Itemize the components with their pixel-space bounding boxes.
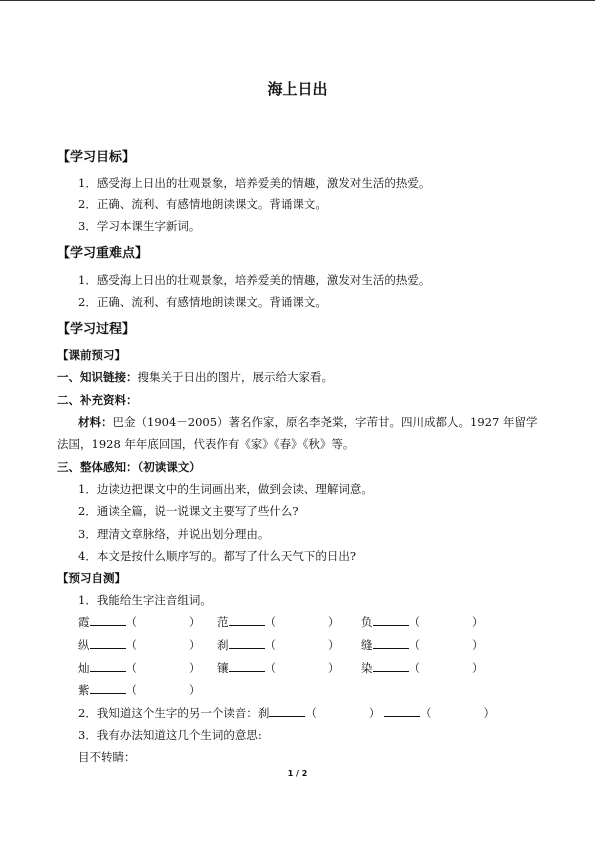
- objective-item-3: 3．学习本课生字新词。: [78, 219, 201, 233]
- keypoint-item-1: 1．感受海上日出的壮观景象，培养爱美的情趣，激发对生活的热爱。: [78, 273, 431, 287]
- answer-blank[interactable]: [229, 637, 265, 649]
- overall-item-1: 1．边读边把课文中的生词画出来，做到会读、理解词意。: [78, 482, 373, 496]
- answer-blank[interactable]: [90, 660, 126, 672]
- material-label: 材料：: [78, 415, 113, 429]
- overall-item-3: 3．理清文章脉络，并说出划分理由。: [78, 527, 270, 541]
- keypoint-item-2: 2．正确、流利、有感情地朗读课文。背诵课文。: [78, 295, 327, 309]
- material-line-1: [78, 414, 537, 430]
- selftest-q1: 1．我能给生字注音组词。: [78, 593, 212, 607]
- keypoints-heading: 【学习重难点】: [57, 246, 149, 261]
- answer-blank[interactable]: [90, 682, 126, 694]
- knowledge-link-label: 一、知识链接：: [57, 370, 138, 384]
- selftest-q2: 2．我知道这个生字的另一个读音：刹 （ ） （ ）: [78, 706, 495, 720]
- objective-item-2: 2．正确、流利、有感情地朗读课文。背诵课文。: [78, 197, 327, 211]
- word-item-1: 目不转睛：: [78, 750, 136, 764]
- char-cell: 灿 （ ）: [78, 661, 201, 675]
- page-title: 海上日出: [267, 80, 328, 98]
- process-heading: 【学习过程】: [57, 322, 136, 337]
- page-number: 1 / 2: [287, 769, 308, 778]
- material-line-2: 法国，1928 年年底回国，代表作有《家》《春》《秋》等。: [57, 437, 355, 451]
- char-cell: 缝 （ ）: [361, 638, 484, 652]
- supplement-label: 二、补充资料：: [57, 393, 138, 407]
- preview-heading: 【课前预习】: [57, 348, 126, 362]
- char-cell: 紫 （ ）: [78, 683, 201, 697]
- answer-blank[interactable]: [384, 705, 420, 717]
- selftest-heading: 【预习自测】: [57, 571, 126, 585]
- char-cell: 刹 （ ）: [217, 638, 340, 652]
- answer-blank[interactable]: [90, 614, 126, 626]
- answer-blank[interactable]: [269, 705, 305, 717]
- knowledge-link-line: [57, 369, 333, 385]
- answer-blank[interactable]: [229, 660, 265, 672]
- answer-blank[interactable]: [373, 637, 409, 649]
- char-cell: 纵 （ ）: [78, 638, 201, 652]
- material-text-1: 巴金（1904－2005）著名作家，原名李尧棠，字芾甘。四川成都人。1927 年留学: [112, 415, 538, 429]
- char-cell: 负 （ ）: [361, 615, 484, 629]
- answer-blank[interactable]: [229, 614, 265, 626]
- overall-item-2: 2．通读全篇，说一说课文主要写了些什么?: [78, 504, 299, 518]
- overall-label: 三、整体感知：（初读课文）: [57, 460, 201, 474]
- knowledge-link-text: 搜集关于日出的图片，展示给大家看。: [137, 370, 333, 384]
- char-cell: 镶 （ ）: [217, 661, 340, 675]
- answer-blank[interactable]: [373, 660, 409, 672]
- answer-blank[interactable]: [90, 637, 126, 649]
- objective-item-1: 1．感受海上日出的壮观景象，培养爱美的情趣，激发对生活的热爱。: [78, 176, 431, 190]
- selftest-q3: 3．我有办法知道这几个生词的意思:: [78, 728, 262, 742]
- char-cell: 霞 （ ）: [78, 615, 201, 629]
- answer-blank[interactable]: [373, 614, 409, 626]
- overall-item-4: 4．本文是按什么顺序写的。都写了什么天气下的日出?: [78, 549, 356, 563]
- objectives-heading: 【学习目标】: [57, 150, 136, 165]
- char-cell: 染 （ ）: [361, 661, 484, 675]
- char-cell: 范 （ ）: [217, 615, 340, 629]
